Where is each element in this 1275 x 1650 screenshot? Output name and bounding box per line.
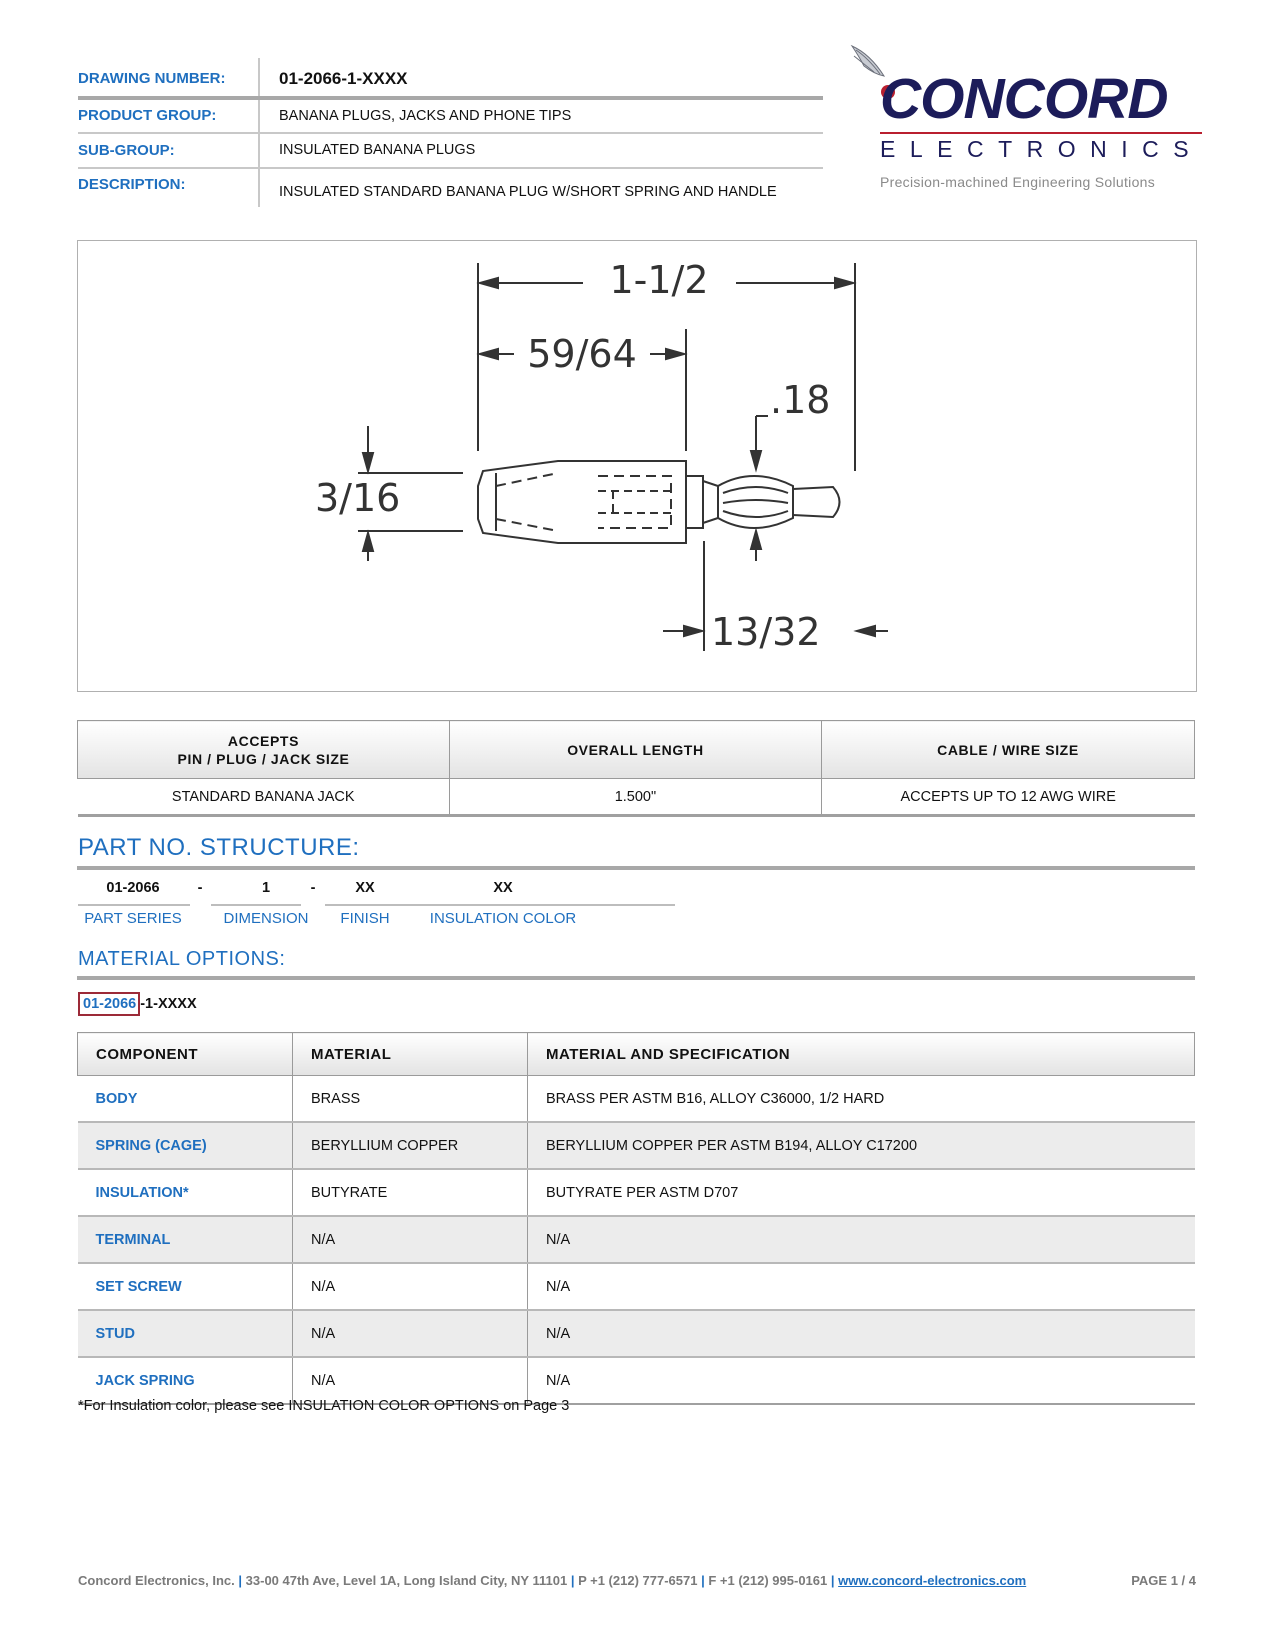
company-logo [850, 44, 1202, 194]
table-row [78, 1122, 1195, 1169]
component-cell: SET SCREW [78, 1263, 293, 1310]
accepts-header-line1: ACCEPTS [227, 732, 300, 749]
specs-table [77, 720, 1195, 817]
ps-label-dimension: DIMENSION [223, 910, 309, 927]
mat-header-material: MATERIAL [293, 1033, 528, 1076]
specs-header-wire: CABLE / WIRE SIZE [821, 721, 1194, 779]
material-options-title: MATERIAL OPTIONS: [78, 948, 286, 970]
page-footer [78, 1573, 1196, 1588]
spec-cell: N/A [528, 1263, 1195, 1310]
component-cell: SPRING (CAGE) [78, 1122, 293, 1169]
footer-company: Concord Electronics, Inc. [78, 1573, 235, 1588]
specs-header-accepts [78, 721, 450, 779]
specs-header-length: OVERALL LENGTH [449, 721, 821, 779]
spec-cell: N/A [528, 1310, 1195, 1357]
part-series-highlight: 01-2066 [78, 992, 140, 1016]
table-row [78, 1263, 1195, 1310]
spec-cell: N/A [528, 1357, 1195, 1404]
ps-label-color: INSULATION COLOR [429, 910, 577, 927]
footer-phone: P +1 (212) 777-6571 [578, 1573, 698, 1588]
product-group-row [78, 100, 823, 134]
material-cell: BRASS [293, 1076, 528, 1123]
spec-cell: BERYLLIUM COPPER PER ASTM B194, ALLOY C17200 [528, 1122, 1195, 1169]
drawing-number-value: 01-2066-1-XXXX [258, 58, 823, 96]
document-header [78, 58, 823, 207]
spec-cell: N/A [528, 1216, 1195, 1263]
drawing-number-row [78, 58, 823, 100]
ps-label-series: PART SERIES [84, 910, 182, 927]
drawing-number-label: DRAWING NUMBER: [78, 70, 226, 87]
table-row [78, 1076, 1195, 1123]
sub-group-value: INSULATED BANANA PLUGS [258, 134, 823, 167]
insulation-note: *For Insulation color, please see INSULATION COLOR OPTIONS on Page 3 [78, 1398, 570, 1414]
table-row [78, 1357, 1195, 1404]
component-cell: INSULATION* [78, 1169, 293, 1216]
material-cell: N/A [293, 1310, 528, 1357]
specs-accepts-value: STANDARD BANANA JACK [78, 779, 450, 816]
material-cell: N/A [293, 1263, 528, 1310]
spec-cell: BRASS PER ASTM B16, ALLOY C36000, 1/2 HARD [528, 1076, 1195, 1123]
logo-brand: CONCORD [880, 67, 1168, 131]
component-cell: BODY [78, 1076, 293, 1123]
ps-divider [78, 904, 190, 906]
product-group-label: PRODUCT GROUP: [78, 107, 217, 124]
mat-header-component: COMPONENT [78, 1033, 293, 1076]
footer-separator: | [701, 1573, 705, 1588]
logo-tagline: Precision-machined Engineering Solutions [880, 174, 1156, 190]
material-cell: N/A [293, 1216, 528, 1263]
dim-spring-label: 13/32 [711, 610, 821, 654]
specs-length-value: 1.500" [449, 779, 821, 816]
technical-drawing [77, 240, 1197, 692]
description-label: DESCRIPTION: [78, 176, 186, 193]
dim-diameter-label: 3/16 [315, 476, 401, 520]
specs-wire-value: ACCEPTS UP TO 12 AWG WIRE [821, 779, 1194, 816]
ps-label-finish: FINISH [340, 910, 390, 927]
ps-divider [325, 904, 675, 906]
banana-plug-drawing [78, 241, 1196, 691]
component-cell: STUD [78, 1310, 293, 1357]
material-cell: BERYLLIUM COPPER [293, 1122, 528, 1169]
part-suffix: -1-XXXX [140, 996, 197, 1012]
footer-separator: | [830, 1573, 835, 1588]
ps-dash-2: - [310, 880, 316, 896]
dim-overall-label: 1-1/2 [609, 258, 709, 302]
part-structure-rule [77, 866, 1195, 870]
component-cell: JACK SPRING [78, 1357, 293, 1404]
dim-tip-label: .18 [770, 378, 831, 422]
material-options-rule [77, 976, 1195, 980]
material-part-number [78, 996, 197, 1012]
component-cell: TERMINAL [78, 1216, 293, 1263]
spec-cell: BUTYRATE PER ASTM D707 [528, 1169, 1195, 1216]
table-row [78, 779, 1195, 816]
table-row [78, 1169, 1195, 1216]
dim-body-label: 59/64 [527, 332, 637, 376]
sub-group-row [78, 134, 823, 169]
ps-divider [211, 904, 301, 906]
page-number: PAGE 1 / 4 [1131, 1573, 1196, 1588]
logo-subtitle: ELECTRONICS [880, 136, 1204, 162]
footer-fax: F +1 (212) 995-0161 [708, 1573, 828, 1588]
ps-code-dimension: 1 [261, 880, 271, 896]
material-cell: N/A [293, 1357, 528, 1404]
part-structure-title: PART NO. STRUCTURE: [78, 834, 360, 861]
mat-header-spec: MATERIAL AND SPECIFICATION [528, 1033, 1195, 1076]
material-cell: BUTYRATE [293, 1169, 528, 1216]
ps-code-series: 01-2066 [106, 880, 160, 896]
product-group-value: BANANA PLUGS, JACKS AND PHONE TIPS [258, 100, 823, 132]
table-row [78, 1310, 1195, 1357]
ps-code-finish: XX [355, 880, 375, 896]
ps-dash-1: - [197, 880, 203, 896]
sub-group-label: SUB-GROUP: [78, 142, 175, 159]
footer-website-link[interactable]: www.concord-electronics.com [838, 1573, 1027, 1588]
footer-separator: | [238, 1573, 243, 1588]
materials-table [77, 1032, 1195, 1405]
logo-divider [880, 132, 1202, 134]
description-row [78, 169, 823, 207]
table-row [78, 1216, 1195, 1263]
ps-code-color: XX [493, 880, 513, 896]
footer-separator: | [570, 1573, 575, 1588]
accepts-header-line2: PIN / PLUG / JACK SIZE [177, 750, 350, 767]
description-value: INSULATED STANDARD BANANA PLUG W/SHORT SPRING AND HANDLE [258, 169, 823, 207]
footer-address: 33-00 47th Ave, Level 1A, Long Island City, NY 11101 [245, 1573, 568, 1588]
